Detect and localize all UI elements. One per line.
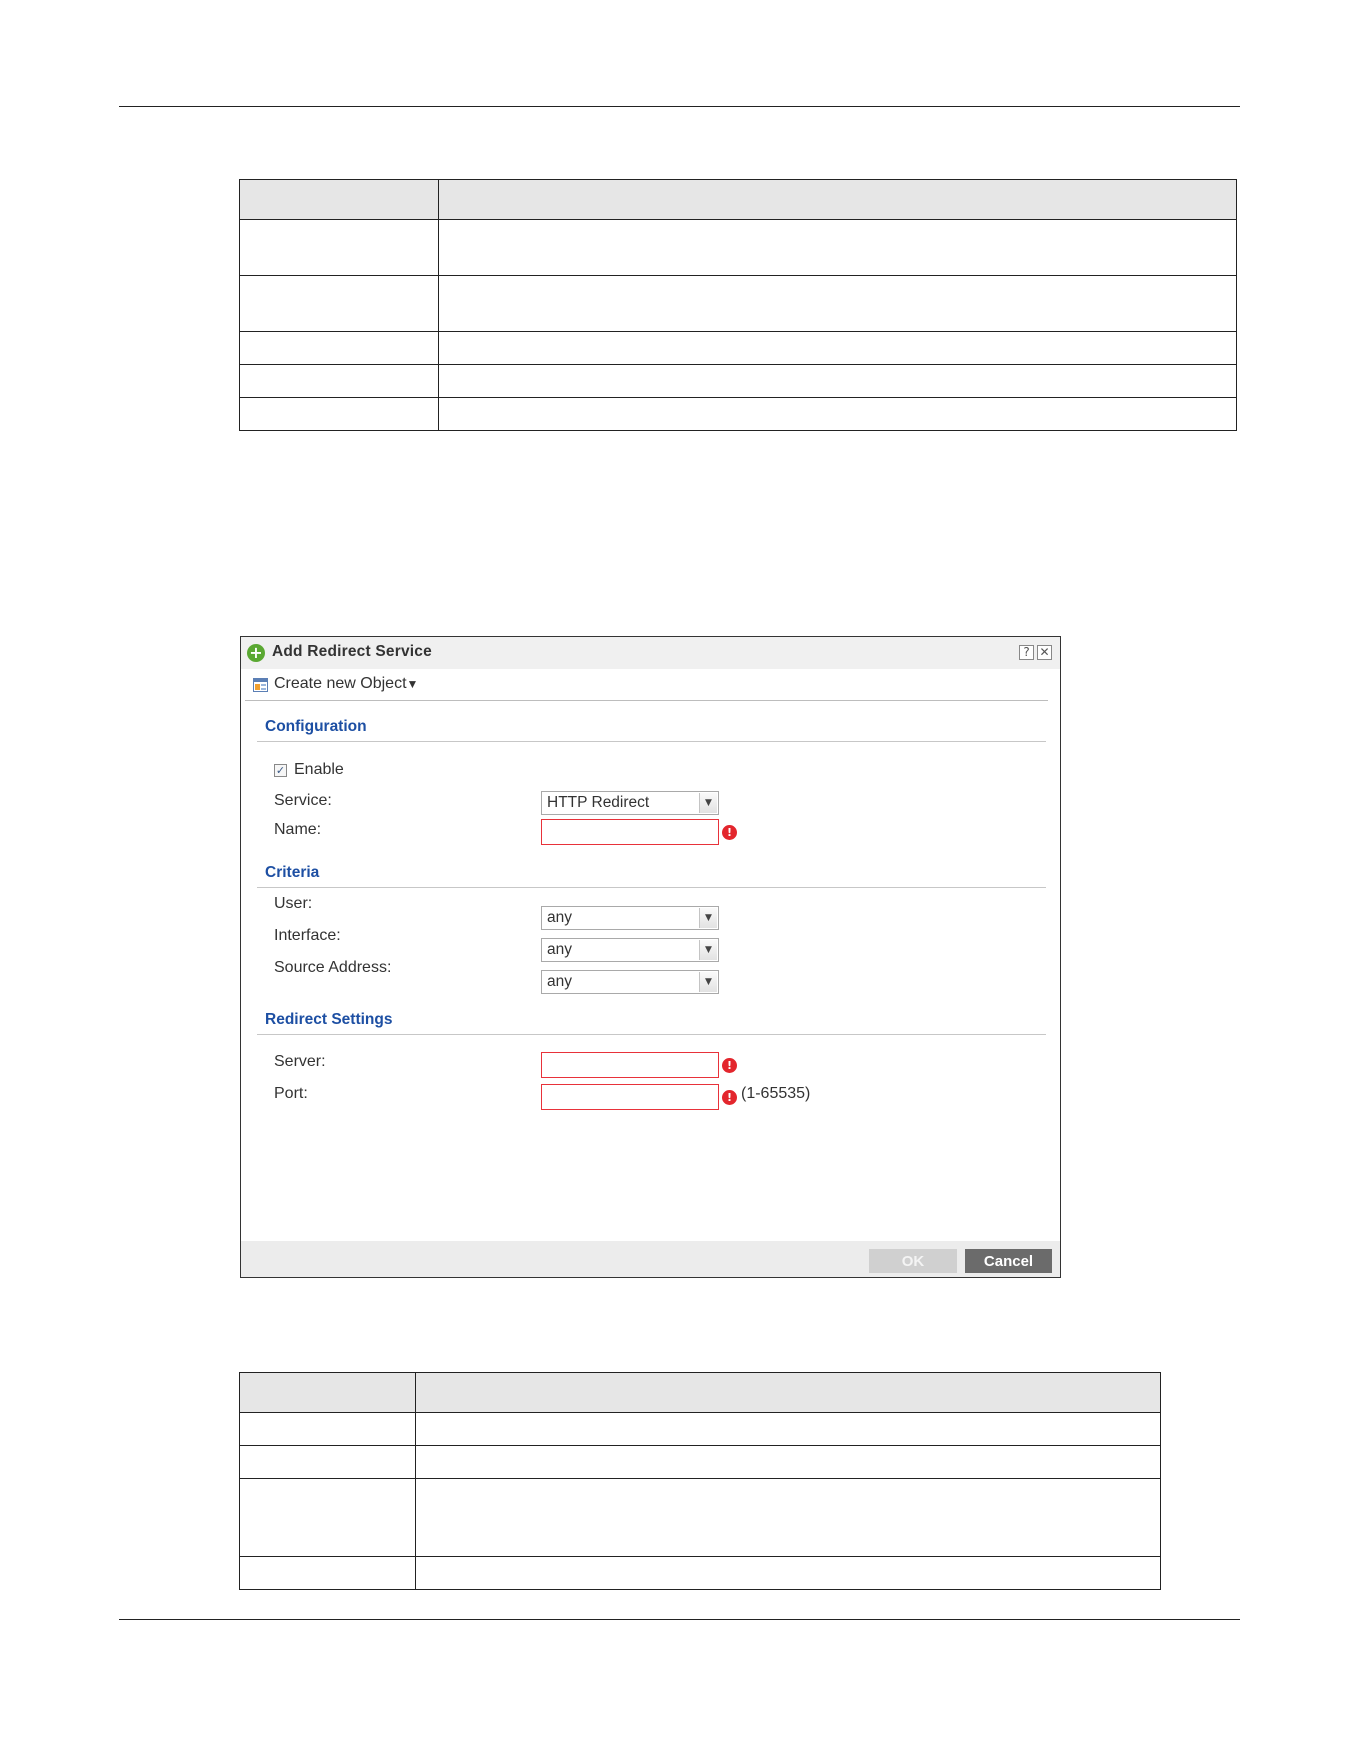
source-address-value: any	[547, 973, 572, 990]
enable-checkbox[interactable]: ✓	[275, 764, 286, 777]
section-redirect-settings: Redirect Settings	[265, 1011, 393, 1028]
table-row	[240, 1413, 1161, 1446]
user-select[interactable]	[541, 906, 719, 930]
dialog-footer	[241, 1241, 1060, 1277]
add-icon: +	[247, 644, 265, 662]
table-header-row	[240, 180, 1237, 220]
port-range-hint: (1-65535)	[741, 1085, 811, 1102]
name-input[interactable]	[541, 819, 719, 845]
source-address-select[interactable]	[541, 970, 719, 994]
table-header-row	[240, 1373, 1161, 1413]
table-row	[240, 1479, 1161, 1557]
close-icon[interactable]: ✕	[1037, 645, 1052, 660]
service-select[interactable]	[541, 791, 719, 815]
interface-label: Interface:	[274, 927, 341, 944]
description-table-top	[239, 179, 1237, 431]
table-row	[240, 1557, 1161, 1590]
dialog-title-bar	[241, 637, 1060, 669]
section-divider	[257, 1034, 1046, 1035]
name-label: Name:	[274, 821, 322, 838]
table-row	[240, 220, 1237, 276]
server-input[interactable]	[541, 1052, 719, 1078]
service-label: Service:	[274, 792, 332, 809]
table-row	[240, 332, 1237, 365]
add-redirect-service-dialog	[240, 636, 1061, 1278]
create-new-object-menu[interactable]	[274, 675, 418, 693]
page-header-rule	[119, 106, 1240, 107]
port-input[interactable]	[541, 1084, 719, 1110]
user-value: any	[547, 909, 572, 926]
error-icon: !	[722, 1090, 737, 1105]
section-configuration: Configuration	[265, 718, 367, 735]
page-footer-rule	[119, 1619, 1240, 1620]
section-divider	[257, 887, 1046, 888]
dropdown-arrow-icon: ▼	[406, 677, 419, 691]
chevron-down-icon[interactable]: ▼	[699, 793, 717, 813]
create-new-object-label: Create new Object	[274, 675, 407, 692]
port-label: Port:	[274, 1085, 308, 1102]
user-label: User:	[274, 895, 313, 912]
chevron-down-icon[interactable]: ▼	[699, 908, 717, 928]
section-divider	[257, 741, 1046, 742]
interface-select[interactable]	[541, 938, 719, 962]
object-icon	[253, 678, 268, 692]
enable-label: Enable	[294, 761, 344, 778]
table-row	[240, 365, 1237, 398]
section-criteria: Criteria	[265, 864, 320, 881]
interface-value: any	[547, 941, 572, 958]
ok-button[interactable]: OK	[869, 1249, 957, 1273]
error-icon: !	[722, 825, 737, 840]
chevron-down-icon[interactable]: ▼	[699, 972, 717, 992]
dialog-title: Add Redirect Service	[272, 643, 432, 660]
server-label: Server:	[274, 1053, 326, 1070]
table-row	[240, 1446, 1161, 1479]
description-table-bottom	[239, 1372, 1161, 1590]
source-address-label: Source Address:	[274, 959, 392, 976]
service-value: HTTP Redirect	[547, 794, 650, 811]
table-row	[240, 276, 1237, 332]
chevron-down-icon[interactable]: ▼	[699, 940, 717, 960]
cancel-button[interactable]: Cancel	[965, 1249, 1052, 1273]
table-row	[240, 398, 1237, 431]
dialog-toolbar	[245, 669, 1048, 701]
help-icon[interactable]: ?	[1019, 645, 1034, 660]
error-icon: !	[722, 1058, 737, 1073]
